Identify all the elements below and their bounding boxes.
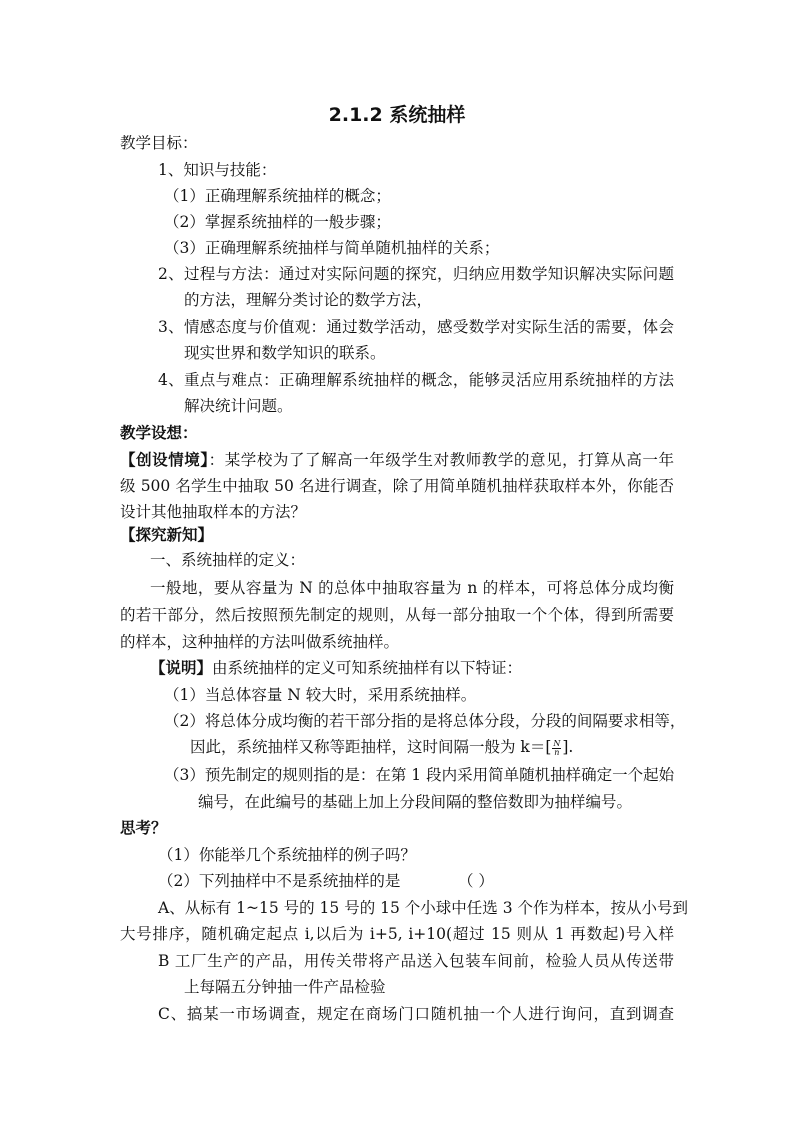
scenario-line-2: 级 500 名学生中抽取 50 名进行调查，除了用简单随机抽样获取样本外，你能否 bbox=[120, 477, 674, 495]
definition-line-2: 的若干部分，然后按照预先制定的规则，从每一部分抽取一个个体，得到所需要 bbox=[120, 606, 674, 624]
option-b-line-2: 上每隔五分钟抽一件产品检验 bbox=[184, 978, 386, 996]
definition-heading: 一、系统抽样的定义： bbox=[150, 551, 306, 569]
note-item-2-text: 因此，系统抽样又称等距抽样，这时间隔一般为 k＝[ bbox=[190, 738, 552, 756]
objective-3-line-1: 3、情感态度与价值观：通过数学活动，感受数学对实际生活的需要，体会 bbox=[158, 318, 674, 336]
definition-line-3: 的样本，这种抽样的方法叫做系统抽样。 bbox=[120, 633, 400, 651]
fraction-denominator: n bbox=[554, 747, 560, 757]
design-heading: 教学设想： bbox=[120, 423, 198, 442]
interval-fraction bbox=[552, 740, 561, 757]
think-heading: 思考？ bbox=[120, 818, 167, 837]
note-item-3-line-1: （3）预先制定的规则指的是：在第 1 段内采用简单随机抽样确定一个起始 bbox=[164, 766, 675, 784]
scenario-text-1: ：某学校为了了解高一年级学生对教师教学的意见，打算从高一年 bbox=[208, 451, 674, 469]
option-c-line-1: C、搞某一市场调查，规定在商场门口随机抽一个人进行询问，直到调查 bbox=[158, 1005, 674, 1023]
note-text: 由系统抽样的定义可知系统抽样有以下特证： bbox=[212, 659, 523, 677]
option-a-line-1: A、从标有 1~15 号的 15 号的 15 个小球中任选 3 个作为样本，按从小号到 bbox=[158, 899, 688, 917]
scenario-line-1 bbox=[120, 450, 674, 470]
objective-2-line-2: 的方法，理解分类讨论的数学方法， bbox=[184, 291, 433, 309]
definition-line-1: 一般地，要从容量为 N 的总体中抽取容量为 n 的样本，可将总体分成均衡 bbox=[150, 579, 674, 597]
objective-3-line-2: 现实世界和数学知识的联系。 bbox=[184, 344, 386, 362]
scenario-line-3: 设计其他抽取样本的方法？ bbox=[120, 503, 307, 521]
objective-1-heading: 1、知识与技能： bbox=[158, 161, 277, 179]
objective-4-line-2: 解决统计问题。 bbox=[184, 397, 293, 415]
note-line bbox=[150, 658, 522, 678]
objectives-heading: 教学目标： bbox=[120, 134, 198, 152]
fraction-numerator: N bbox=[553, 738, 561, 748]
objective-1-item-2: （2）掌握系统抽样的一般步骤； bbox=[164, 213, 391, 231]
note-item-3-line-2: 编号，在此编号的基础上加上分段间隔的整倍数即为抽样编号。 bbox=[198, 793, 633, 811]
question-2: （2）下列抽样中不是系统抽样的是 bbox=[158, 872, 401, 890]
note-label: 【说明】 bbox=[150, 658, 213, 677]
option-a-line-2: 大号排序，随机确定起点 i,以后为 i+5, i+10(超过 15 则从 1 再数起)号入样 bbox=[120, 925, 674, 943]
note-item-2-line-1: （2）将总体分成均衡的若干部分指的是将总体分段，分段的间隔要求相等， bbox=[164, 712, 686, 730]
objective-1-item-1: （1）正确理解系统抽样的概念； bbox=[164, 187, 391, 205]
explore-label: 【探究新知】 bbox=[120, 525, 214, 544]
option-b-line-1: B 工厂生产的产品，用传关带将产品送入包装车间前，检验人员从传送带 bbox=[158, 952, 674, 970]
note-item-2-end: ]. bbox=[562, 738, 574, 756]
question-1: （1）你能举几个系统抽样的例子吗？ bbox=[158, 846, 416, 864]
objective-1-item-3: （3）正确理解系统抽样与简单随机抽样的关系； bbox=[164, 239, 500, 257]
note-item-1: （1）当总体容量 N 较大时，采用系统抽样。 bbox=[164, 686, 477, 704]
scenario-label: 【创设情境】 bbox=[120, 450, 209, 469]
objective-2-line-1: 2、过程与方法：通过对实际问题的探究，归纳应用数学知识解决实际问题 bbox=[158, 265, 674, 283]
page-title: 2.1.2 系统抽样 bbox=[328, 104, 466, 126]
note-item-2-line-2 bbox=[190, 737, 573, 757]
answer-blank: （ ） bbox=[458, 872, 494, 890]
objective-4-line-1: 4、重点与难点：正确理解系统抽样的概念，能够灵活应用系统抽样的方法 bbox=[158, 371, 674, 389]
